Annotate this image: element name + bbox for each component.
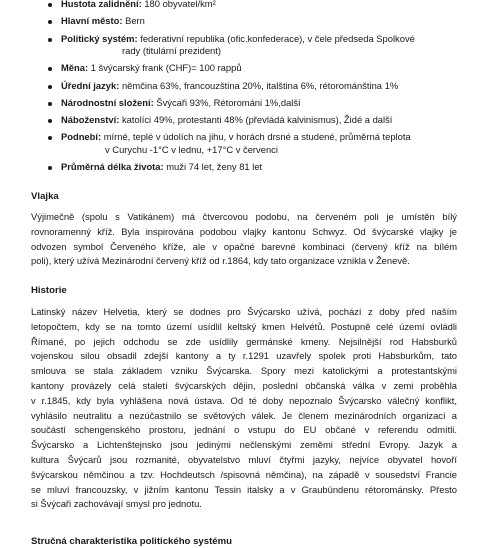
- fact-item: [48, 62, 468, 74]
- fact-item: [48, 80, 468, 92]
- text-line: kultura Švýcarů jsou rozmanité, obyvatelstvo mluví čtyřmi jazyky, nejvíce obyvatel hovoří: [31, 453, 457, 465]
- bullet-icon: [48, 85, 52, 89]
- section-heading-vlajka: Vlajka: [31, 191, 59, 202]
- fact-value: 180 obyvatel/km²: [144, 0, 216, 9]
- fact-value: katolíci 49%, protestanti 48% (převládá kalvinismus), Židé a další: [121, 114, 393, 126]
- fact-value: Švýcaři 93%, Rétorománi 1%,další: [156, 96, 301, 108]
- fact-value: 1 švýcarský frank (CHF)= 100 rappů: [90, 62, 242, 74]
- text-line: rovnoramenný kříž. Byla inspirována podobou vlajky kantonu Schwyz. Od švýcarské vlajky je: [31, 225, 457, 237]
- text-line: vojenskou silou obsadil zdejší kantony a ty r.1291 uzavřely spolek proti Habsburkům, tato: [31, 350, 457, 362]
- fact-value: muži 74 let, ženy 81 let: [166, 161, 263, 173]
- text-line: Švýcarsko a Lichtenštejnsko jsou jedinými nečlenskými zeměmi střední Evropy. Jazyk a: [31, 439, 457, 451]
- fact-item: [48, 114, 468, 126]
- fact-label: Národnostní složení:: [61, 96, 154, 108]
- fact-label: Hlavní město:: [61, 15, 123, 27]
- text-line: se mluví francouzsky, v jižním kantonu Tessin italsky a v Graubündenu rétorománsky. Přesto: [31, 483, 457, 495]
- bullet-icon: [48, 20, 52, 24]
- fact-label: Průměrná délka života:: [61, 161, 164, 173]
- fact-value: mírné, teplé v údolích na jihu, v horách drsné a studené, průměrná teplota: [103, 131, 411, 143]
- fact-label: Podnebí:: [61, 131, 102, 143]
- fact-value: federativní republika (ofic.konfederace), v čele předseda Spolkové: [140, 32, 415, 44]
- bullet-icon: [48, 166, 52, 170]
- fact-label: Politický systém:: [61, 32, 138, 44]
- paragraph-historie: [31, 305, 457, 512]
- text-line: Římané, po jejich odchodu se zde usídlily germánské kmeny. Nejsilnější rod Habsburků: [31, 335, 457, 347]
- fact-value: Bern: [125, 15, 145, 27]
- text-line: smlouva se stala základem vzniku Švýcarska. Spory mezi katolickými a protestantskými: [31, 365, 457, 377]
- text-line: švýcarskou němčinou a tzv. Hochdeutsch /spisovná němčina), na západě v sousedství Francie: [31, 468, 457, 480]
- bullet-icon: [48, 102, 52, 106]
- bullet-icon: [48, 136, 52, 140]
- fact-label: Náboženství:: [61, 114, 120, 126]
- fact-item: [48, 0, 468, 10]
- fact-item: [48, 33, 468, 58]
- text-line: Výjimečně (spolu s Vatikánem) má čtvercovou podobu, na červeném poli je umístěn bílý: [31, 211, 457, 222]
- section-heading-cut-off: Stručná charakteristika politického systému: [31, 536, 233, 547]
- fact-value-continued: v Curychu -1°C v lednu, +17°C v červenci: [105, 143, 278, 155]
- fact-item: [48, 15, 468, 27]
- fact-label: Hustota zalidnění:: [61, 0, 142, 9]
- text-line: letopočtem, kdy se na tomto území usídlil keltský kmen Helvétů. Postupně celé území ovládli: [31, 320, 457, 332]
- fact-item: [48, 161, 468, 173]
- bullet-icon: [48, 67, 52, 71]
- text-line: Latinský název Helvetia, který se dodnes pro Švýcarsko užívá, pochází z doby před naším: [31, 306, 457, 317]
- text-line: si Švýcaři zachovávají smysl pro jednotu.: [31, 498, 202, 510]
- bullet-icon: [48, 38, 52, 42]
- text-line: kantony provázely celá staletí švýcarských dějin, poslední občanská válka v zemi proběhla: [31, 379, 457, 391]
- text-line: vyhlásilo neutralitu a nezúčastnilo se světových válek. Je členem mezinárodních organizací a: [31, 409, 457, 421]
- fact-label: Úřední jazyk:: [61, 79, 120, 91]
- paragraph-vlajka: [31, 210, 457, 269]
- text-line: v r.1845, kdy byla vyhlášena nová ústava. Od té doby nepoznalo Švýcarsko válečný konflikt,: [31, 394, 457, 406]
- fact-value: němčina 63%, francouzština 20%, italština 6%, rétorománština 1%: [121, 79, 399, 91]
- text-line: odvozen symbol Červeného kříže, ale v opačné barevné kombinaci (červený kříž na bílém: [31, 240, 457, 252]
- fact-value-continued: rady (titulární prezident): [122, 45, 222, 56]
- text-line: poli), který užívá Mezinárodní červený kříž od r.1864, kdy tato organizace vznikla v Ženevě.: [31, 255, 410, 267]
- bullet-icon: [48, 3, 52, 7]
- facts-list: [48, 0, 468, 178]
- section-heading-historie: Historie: [31, 285, 67, 296]
- fact-label: Měna:: [61, 62, 89, 74]
- text-line: součástí schengenského prostoru, jednání o vstupu do EU občané v referendu odmítli.: [31, 424, 457, 436]
- fact-item: [48, 97, 468, 109]
- bullet-icon: [48, 119, 52, 123]
- fact-item: [48, 131, 468, 156]
